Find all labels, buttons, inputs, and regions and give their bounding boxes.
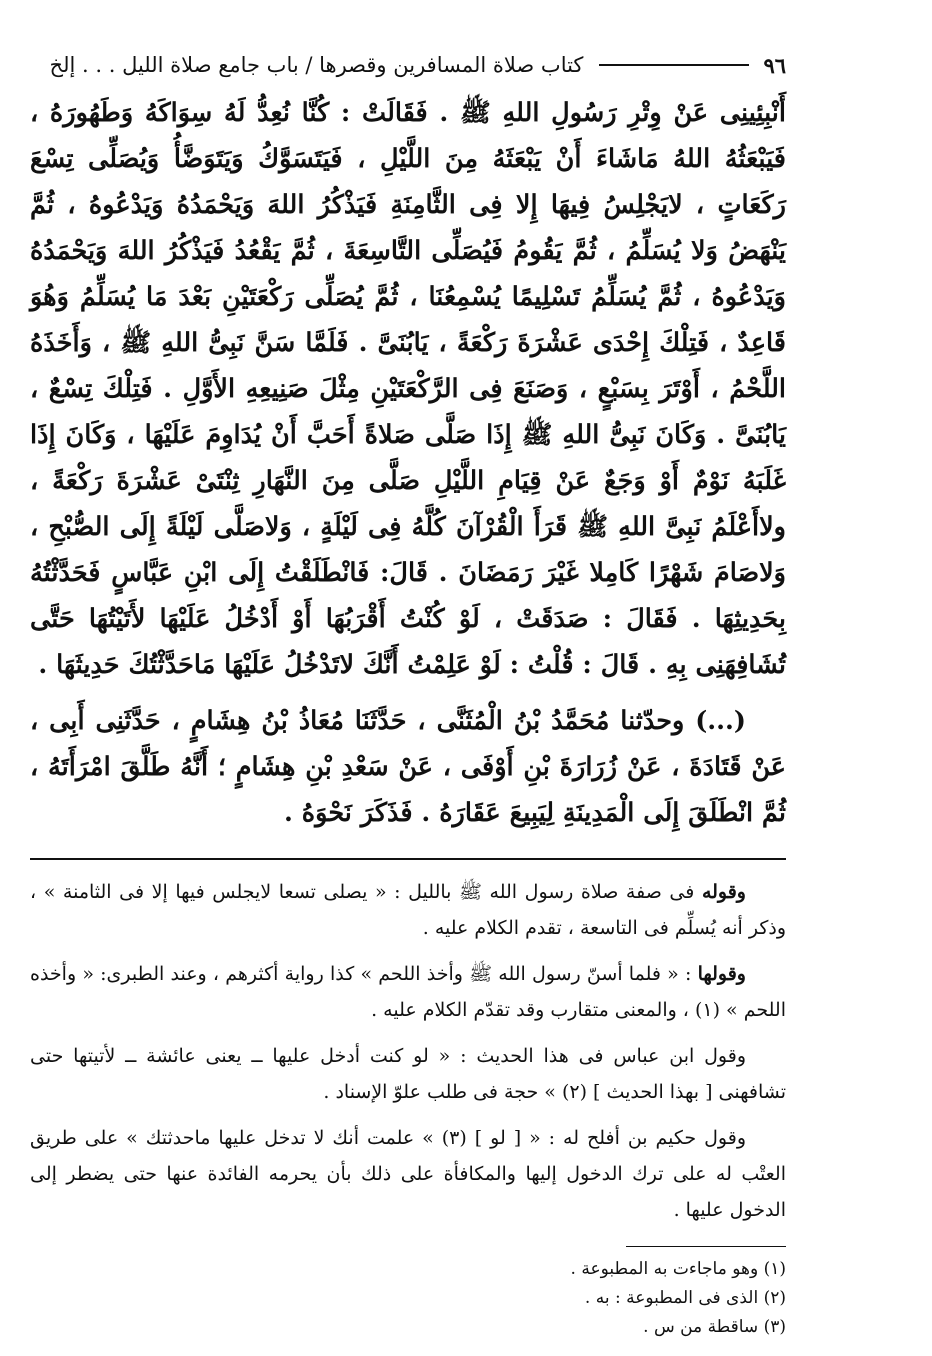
commentary-lead: وقوله: [701, 881, 746, 903]
commentary: [30, 874, 786, 1228]
commentary-text: وقول حكيم بن أفلح له : « [ لو ] (٣) » علمت أنك لا تدخل عليها ماحدثتك » على طريق العتْب له على ترك الدخول إليها والمكافأة على ذلك بأن يحرمه الفائدة عنها حتى يضطر إلى الدخول عليها .: [30, 1127, 786, 1221]
commentary-lead: وقولها: [697, 963, 746, 985]
commentary-text: فى صفة صلاة رسول الله ﷺ بالليل : « يصلى تسعا لايجلس فيها إلا فى الثامنة » ، وذكر أنه يُسلِّم فى التاسعة ، تقدم الكلام عليه .: [30, 881, 786, 939]
commentary-text: : « فلما أسنّ رسول الله ﷺ وأخذ اللحم » كذا رواية أكثرهم ، وعند الطبرى: « وأخذه اللحم » (١) ، والمعنى متقارب وقد تقدّم الكلام عليه .: [30, 963, 786, 1021]
commentary-paragraph: [30, 874, 786, 946]
commentary-separator: [30, 858, 786, 860]
footnotes: [30, 1255, 786, 1342]
chapter-title: كتاب صلاة المسافرين وقصرها / باب جامع صلاة الليل . . . إلخ: [49, 53, 584, 77]
commentary-paragraph: [30, 1038, 786, 1110]
commentary-paragraph: [30, 1120, 786, 1228]
footnotes-rule: [626, 1246, 786, 1247]
footnote: (١) وهو ماجاءت به المطبوعة .: [570, 1259, 786, 1279]
footnote: (٣) ساقطة من س .: [643, 1317, 786, 1337]
page-number: ٩٦: [763, 52, 786, 78]
running-header: [30, 48, 786, 82]
header-rule: [599, 64, 749, 66]
hadith-text: [30, 90, 786, 836]
commentary-text: وقول ابن عباس فى هذا الحديث : « لو كنت أدخل عليها ــ يعنى عائشة ــ لأتيتها حتى تشافهنى [ بهذا الحديث ] (٢) » حجة فى طلب علوّ الإسناد .: [30, 1045, 786, 1103]
book-page: [30, 48, 786, 1342]
commentary-paragraph: [30, 956, 786, 1028]
footnote: (٢) الذى فى المطبوعة : به .: [584, 1288, 786, 1308]
hadith-paragraph-1: أَنْبِئِينِى عَنْ وِتْرِ رَسُولِ اللهِ ﷺ . فَقَالَتْ : كُنَّا نُعِدُّ لَهُ سِوَاكَهُ وَطَهُورَهُ ، فَيَبْعَثُهُ اللهُ مَاشَاءَ أَنْ يَبْعَثَهُ مِنَ اللَّيْلِ ، فَيَتَسَوَّكُ وَيَتَوَضَّأُ وَيُصَلِّى تِسْعَ رَكَعَاتٍ ، لايَجْلِسُ فِيهَا إِلا فِى الثَّامِنَةِ فَيَذْكُرُ اللهَ وَيَحْمَدُهُ وَيَدْعُوهُ ، ثُمَّ يَنْهَضُ وَلا يُسَلِّمُ ، ثُمَّ يَقُومُ فَيُصَلِّى التَّاسِعَةَ ، ثُمَّ يَقْعُدُ فَيَذْكُرُ اللهَ وَيَحْمَدُهُ وَيَدْعُوهُ ، ثُمَّ يُسَلِّمُ تَسْلِيمًا يُسْمِعُنَا ، ثُمَّ يُصَلِّى رَكْعَتَيْنِ بَعْدَ مَا يُسَلِّمُ وَهُوَ قَاعِدٌ ، فَتِلْكَ إِحْدَى عَشْرَةَ رَكْعَةً ، يَابُنَىَّ . فَلَمَّا سَنَّ نَبِىُّ اللهِ ﷺ ، وَأَخَذَهُ اللَّحْمُ ، أَوْتَرَ بِسَبْعٍ ، وَصَنَعَ فِى الرَّكْعَتَيْنِ مِثْلَ صَنِيعِهِ الأَوَّلِ . فَتِلْكَ تِسْعٌ ، يَابُنَىَّ . وَكَانَ نَبِىُّ اللهِ ﷺ إِذَا صَلَّى صَلاةً أَحَبَّ أَنْ يُدَاوِمَ عَلَيْهَا ، وَكَانَ إِذَا غَلَبَهُ نَوْمٌ أَوْ وَجَعٌ عَنْ قِيَامِ اللَّيْلِ صَلَّى مِنَ النَّهَارِ ثِنْتَىْ عَشْرَةَ رَكْعَةً ، ولاأَعْلَمُ نَبِىَّ اللهِ ﷺ قَرَأَ الْقُرْآنَ كُلَّهُ فِى لَيْلَةٍ ، وَلاصَلَّى لَيْلَةً إِلَى الصُّبْحِ ، وَلاصَامَ شَهْرًا كَامِلا غَيْرَ رَمَضَانَ . قَالَ: فَانْطَلَقْتُ إِلَى ابْنِ عَبَّاسٍ فَحَدَّثْتُهُ بِحَدِيثِهَا . فَقَالَ : صَدَقَتْ ، لَوْ كُنْتُ أَقْرَبُهَا أَوْ أَدْخُلُ عَلَيْهَا لأَتَيْتُهَا حَتَّى تُشَافِهَنِى بِهِ . قَالَ : قُلْتُ : لَوْ عَلِمْتُ أَنَّكَ لاتَدْخُلُ عَلَيْهَا مَاحَدَّثْتُكَ حَدِيثَهَا .: [30, 98, 786, 680]
hadith-paragraph-2: (...) وحدّثنا مُحَمَّدُ بْنُ الْمُثَنَّى ، حَدَّثَنَا مُعَاذُ بْنُ هِشَامٍ ، حَدَّثَنِى أَبِى ، عَنْ قَتَادَةَ ، عَنْ زُرَارَةَ بْنِ أَوْفَى ، عَنْ سَعْدِ بْنِ هِشَامٍ ؛ أَنَّهُ طَلَّقَ امْرَأَتَهُ ، ثُمَّ انْطَلَقَ إِلَى الْمَدِينَةِ لِيَبِيعَ عَقَارَهُ . فَذَكَرَ نَحْوَهُ .: [30, 706, 786, 828]
